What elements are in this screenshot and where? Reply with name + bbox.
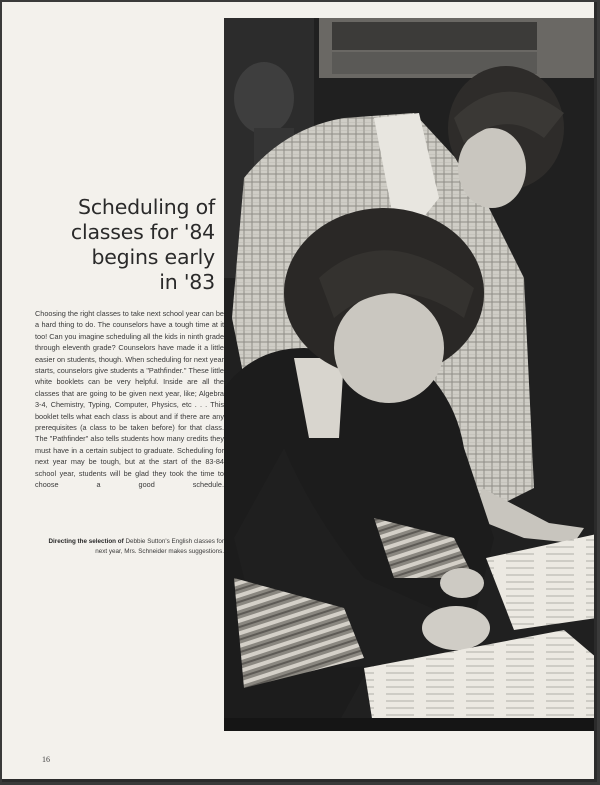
- caption-text: Debbie Sutton's English classes for next year, Mrs. Schneider makes suggestions.: [95, 538, 224, 555]
- counseling-photo: [224, 18, 597, 731]
- headline: [62, 195, 215, 295]
- yearbook-page: [2, 2, 597, 782]
- article-body: Choosing the right classes to take next school year can be a hard thing to do. The counselors have a tough time at it too! Can you imagine scheduling all the kids in ninth grade through eleventh grade? Counselors have made it a little easier on students, though. When scheduling for next year starts, counselors give students a "Pathfinder." These little white booklets can be very helpful. Inside are all the classes that are going to be given next year, like; Algebra 3-4, Chemistry, Typing, Computer, Physics, etc . . . This booklet tells what each class is about and if there are any prerequisites (a class to be taken before) for that class. The "Pathfinder" also tells students how many credits they must have in a certain subject to graduate. Scheduling for next year may be tough, but at the start of the 83-84 school year, students will be glad they took the time to choose a good schedule.: [35, 309, 224, 490]
- student-face: [334, 293, 444, 403]
- student-writing-hand: [422, 606, 490, 650]
- photo-caption: [46, 537, 224, 557]
- counselor-face: [458, 128, 526, 208]
- headline-line-4: in '83: [159, 270, 215, 294]
- page-number: 16: [42, 755, 50, 764]
- headline-line-1: Scheduling of: [78, 195, 215, 219]
- headline-line-3: begins early: [91, 245, 215, 269]
- caption-lead: Directing the selection of: [48, 538, 124, 545]
- photo-illustration: [224, 18, 597, 731]
- background-person: [234, 62, 294, 134]
- headline-line-2: classes for '84: [70, 220, 215, 244]
